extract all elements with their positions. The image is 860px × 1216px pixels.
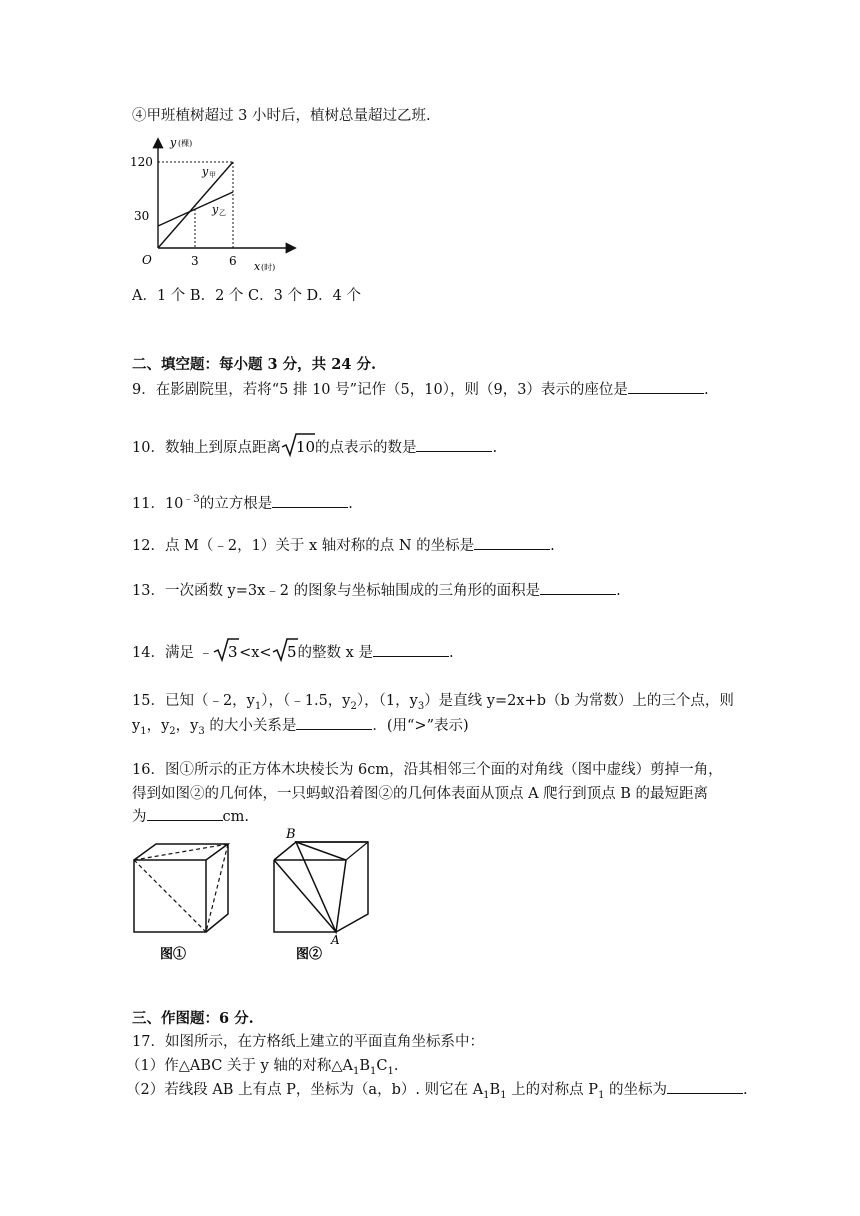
section2-title: 二、填空题：每小题 3 分，共 24 分. [132,356,377,373]
section3-title: 三、作图题：6 分. [132,1010,254,1027]
line-jia-sub: 甲 [209,171,216,179]
origin-label: O [142,253,152,267]
q14: 14．满足 ﹣ 3 <x< 5 的整数 x 是 . [132,637,454,669]
y-tick-30: 30 [134,209,150,223]
x-tick-6: 6 [229,254,237,268]
vertex-a-label: A [331,933,340,947]
line-yi-sub: 乙 [219,209,226,217]
sqrt-5 [272,637,298,669]
q9: 9．在影剧院里，若将“5 排 10 号”记作（5，10），则（9，3）表示的座位是 . [132,379,709,400]
q12: 12．点 M（﹣2，1）关于 x 轴对称的点 N 的坐标是 . [132,535,555,556]
svg-text:10: 10 [295,438,315,456]
q16-line1: 16．图①所示的正方体木块棱长为 6cm，沿其相邻三个面的对角线（图中虚线）剪掉一角， [132,762,723,778]
line-jia [158,162,233,248]
line-yi-label: y [212,203,219,216]
svg-text:5: 5 [286,643,297,661]
q13-blank[interactable] [540,580,616,595]
x-axis-label: x [254,260,261,273]
q13: 13．一次函数 y=3x﹣2 的图象与坐标轴围成的三角形的面积是 . [132,580,621,601]
q16-blank[interactable] [147,806,223,821]
q10-blank[interactable] [416,437,492,452]
q17-line2: （1）作△ABC 关于 y 轴的对称$\triangle A_1B_1C_1$. [126,1058,399,1077]
y-axis-label: y [170,136,177,149]
q17-blank[interactable] [667,1079,743,1094]
q9-blank[interactable] [628,379,704,394]
q17-line3: （2）若线段 AB 上有点 P，坐标为（a，b）. 则它在 $A_1B_1$ 上的对称点 $P_1$ 的坐标为 . [126,1079,748,1106]
q11-blank[interactable] [272,493,348,508]
q16-line3: 为 cm. [132,806,249,827]
q10: 10．数轴上到原点距离 10 的点表示的数是 . [132,432,497,464]
q17-line1: 17．如图所示，在方格纸上建立的平面直角坐标系中： [132,1034,484,1050]
x-unit: (时) [261,263,276,272]
q12-blank[interactable] [474,535,550,550]
vertex-b-label: B [286,827,296,842]
line-jia-label: y [202,165,209,178]
fig1-caption: 图① [160,947,187,962]
q16-figure1-cube [128,838,238,968]
q8-options: A．1 个 B．2 个 C．3 个 D．4 个 [132,288,362,304]
fig2-caption: 图② [296,947,323,962]
q16-line2: 得到如图②的几何体，一只蚂蚁沿着图②的几何体表面从顶点 A 爬行到顶点 B 的最短距离 [132,786,709,802]
q8-item4: ④甲班植树超过 3 小时后，植树总量超过乙班. [132,108,431,124]
q14-blank[interactable] [373,642,449,657]
q15-line1: 15．已知（﹣2，$y_1$），（﹣1.5，$y_2$），（1，$y_3$）是直线 y=2x+b（b 为常数）上的三个点，则 [132,693,734,712]
sqrt-3 [213,637,239,669]
q15-blank[interactable] [296,715,372,730]
q15-line2: $y_1$，$y_2$，$y_3$ 的大小关系是 ．(用“>”表示) [132,715,469,742]
svg-text:3: 3 [228,643,238,661]
y-unit: (棵) [178,139,193,148]
y-tick-120: 120 [130,155,153,169]
sqrt-symbol [281,432,315,464]
x-tick-3: 3 [191,254,199,268]
q11: 11．$10^{﹣3}$的立方根是 . [132,494,353,512]
q8-graph [128,132,300,277]
q16-figure2-solid [268,826,384,968]
circled-four: ④ [132,108,147,124]
